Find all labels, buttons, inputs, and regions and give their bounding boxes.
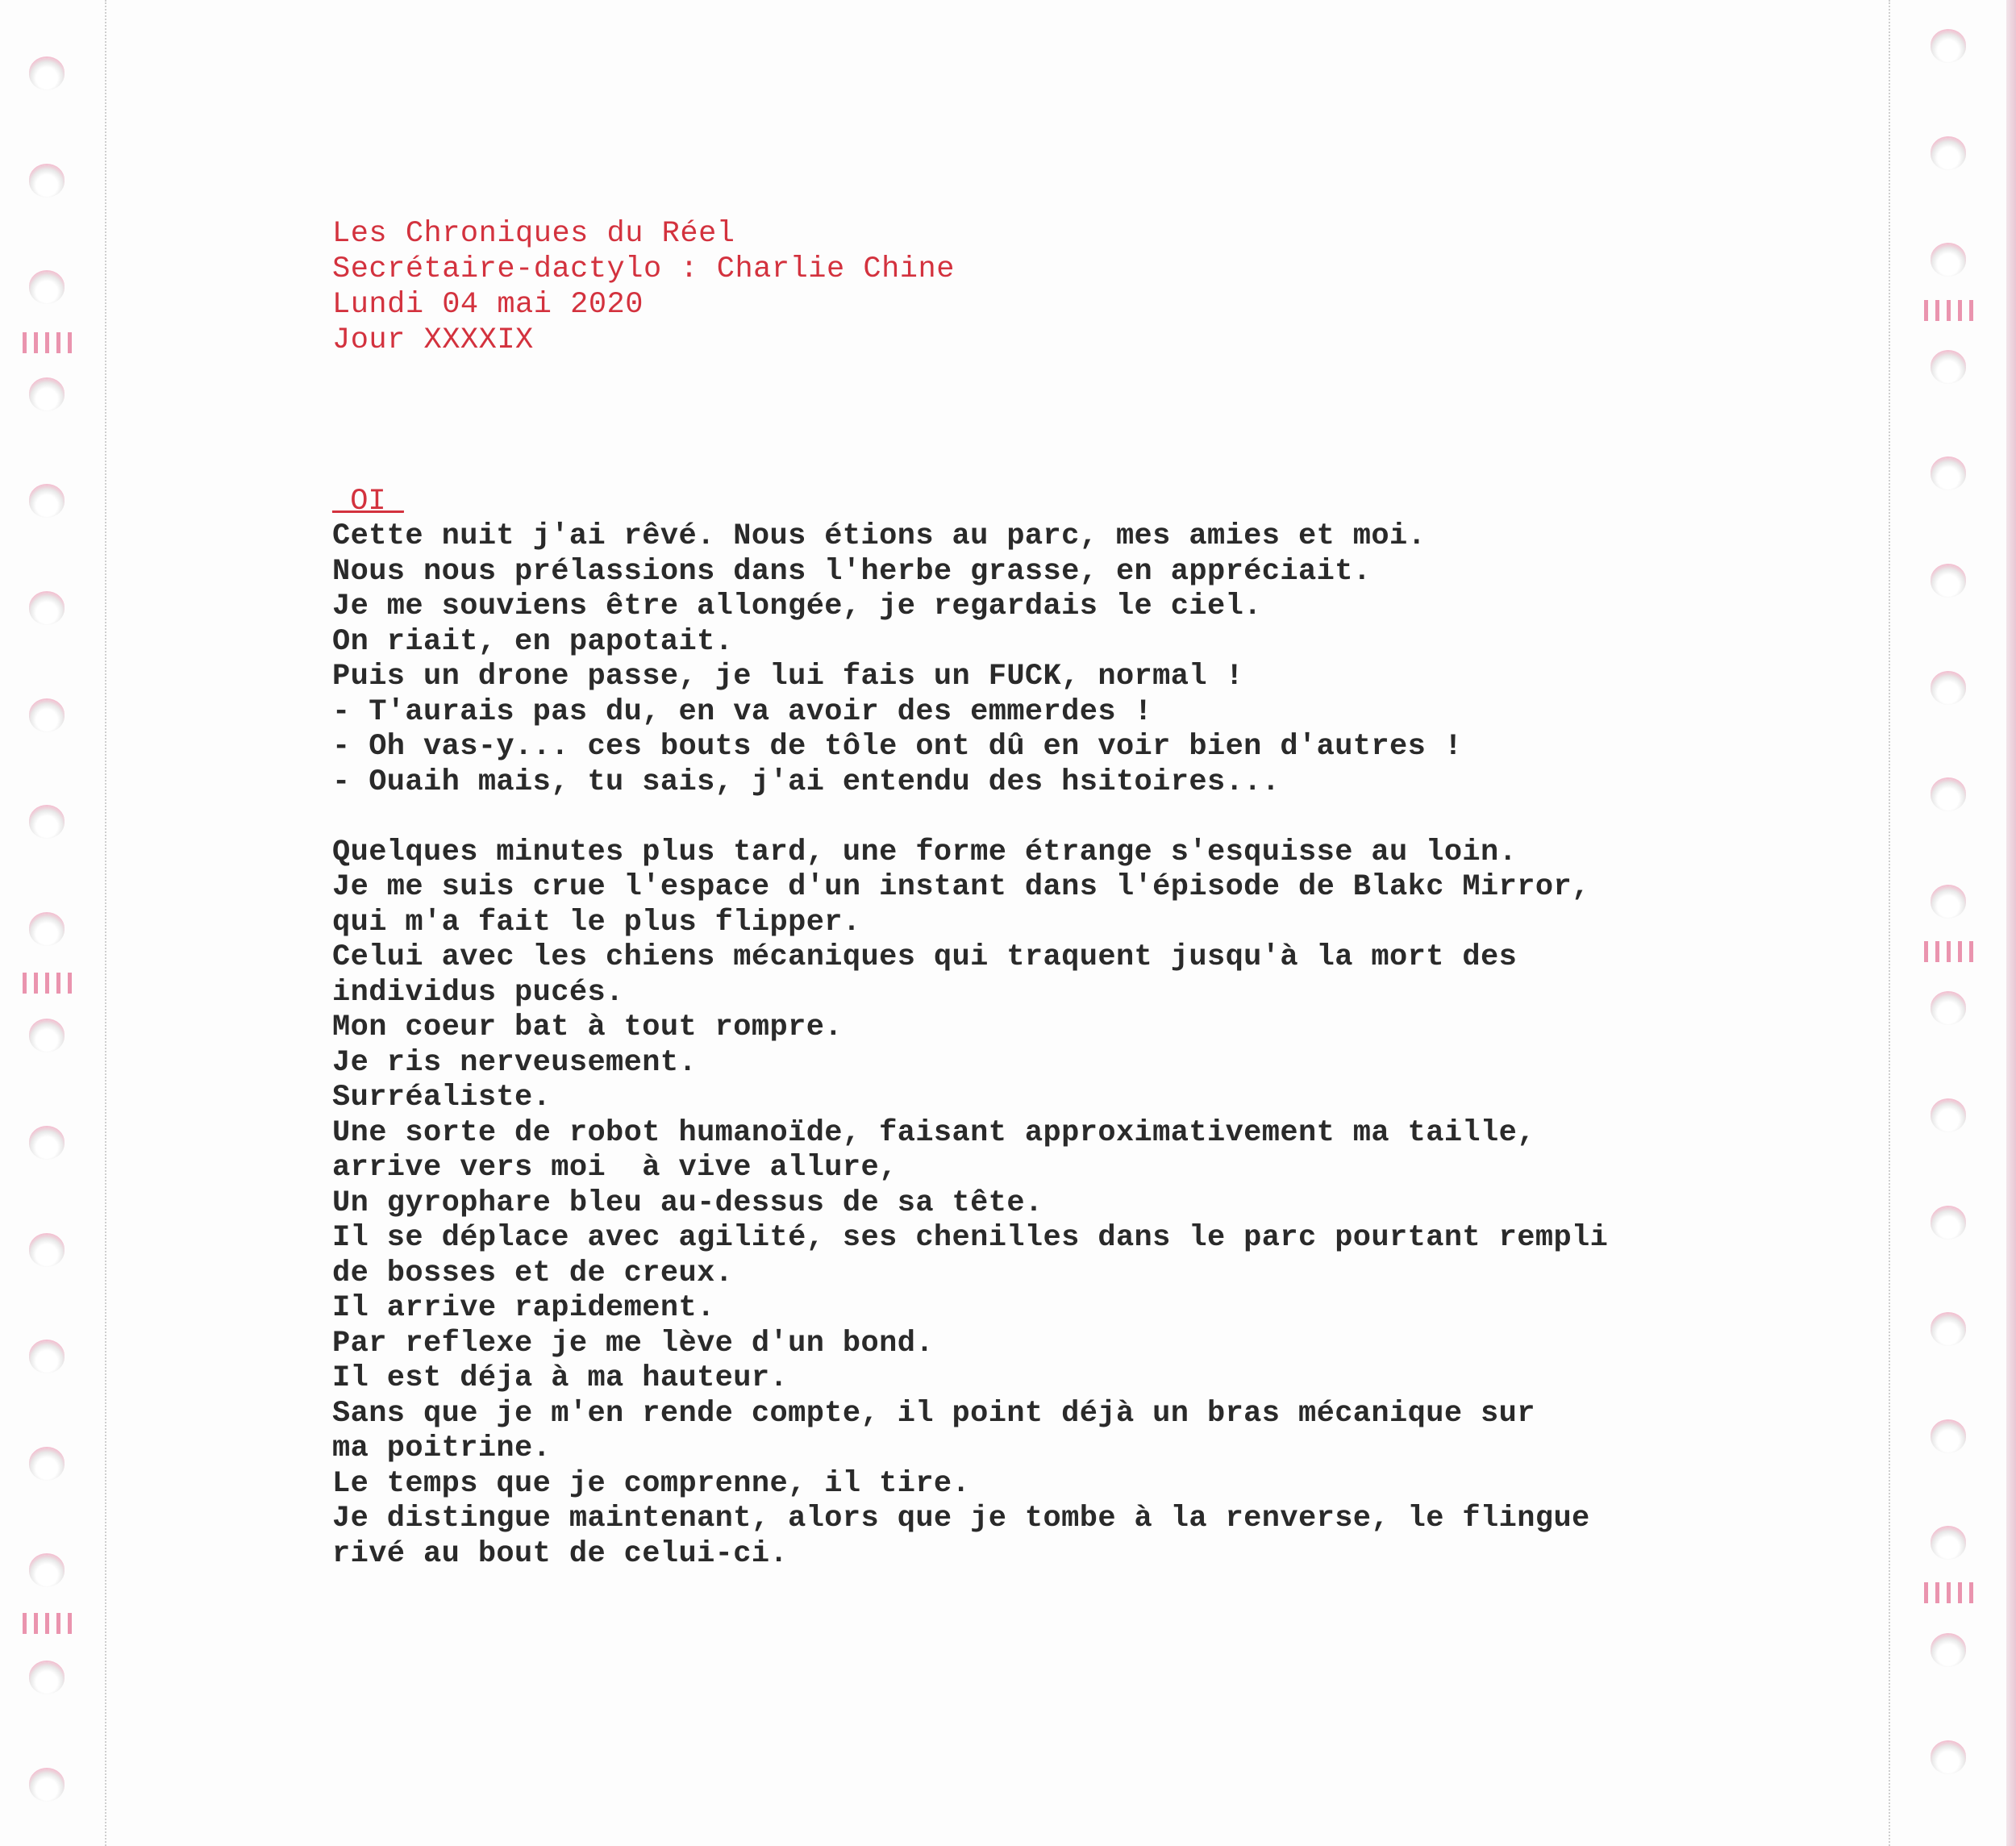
text-line: Quelques minutes plus tard, une forme étrange s'esquisse au loin. [332, 835, 1518, 869]
text-line: Par reflexe je me lève d'un bond. [332, 1326, 934, 1361]
text-line: Cette nuit j'ai rêvé. Nous étions au parc, mes amies et moi. [332, 519, 1427, 553]
tractor-hole [29, 165, 65, 198]
day-number: Jour XXXXIX [332, 323, 534, 357]
tractor-hole [1931, 1100, 1966, 1132]
text-line: Mon coeur bat à tout rompre. [332, 1011, 843, 1044]
text-line: - T'aurais pas du, en va avoir des emmerdes ! [332, 694, 1153, 729]
tractor-hole [1931, 673, 1966, 705]
tractor-hole [29, 806, 65, 839]
document-content [332, 216, 1905, 1572]
tractor-hole [29, 914, 65, 946]
tractor-hole [1931, 352, 1966, 384]
tractor-hole [1931, 244, 1966, 277]
section-number: _OI_ [332, 485, 404, 519]
tractor-hole [29, 1448, 65, 1481]
text-line: Je me suis crue l'espace d'un instant dans l'épisode de Blakc Mirror, [332, 870, 1590, 904]
text-line: - Ouaih mais, tu sais, j'ai entendu des hsitoires... [332, 765, 1281, 799]
document-header [332, 216, 1905, 358]
text-line: individus pucés. [332, 975, 624, 1010]
text-line: ma poitrine. [332, 1431, 552, 1465]
left-perforation-line [105, 0, 106, 1846]
text-line: Je me souviens être allongée, je regardais le ciel. [332, 590, 1262, 623]
paper-edge [2006, 0, 2016, 1846]
paragraph-2 [332, 835, 1905, 1573]
tractor-hole [1931, 779, 1966, 811]
body-text [332, 519, 1905, 1572]
paragraph-1 [332, 519, 1905, 800]
tractor-hole [29, 1662, 65, 1694]
tractor-hole [1931, 1421, 1966, 1453]
text-line: Une sorte de robot humanoïde, faisant approximativement ma taille, [332, 1115, 1535, 1150]
text-line: On riait, en papotait. [332, 624, 734, 659]
text-line: - Oh vas-y... ces bouts de tôle ont dû en voir bien d'autres ! [332, 730, 1463, 764]
tractor-hole [1931, 1742, 1966, 1774]
tractor-hole [29, 1127, 65, 1160]
text-line: Il est déja à ma hauteur. [332, 1361, 789, 1395]
right-tractor-holes [1931, 0, 1971, 1846]
tractor-hole [1931, 993, 1966, 1025]
perforation-tick-mark [23, 1613, 73, 1634]
perforation-tick-mark [23, 973, 73, 994]
perforation-tick-mark [1924, 941, 1974, 962]
tractor-hole [29, 1020, 65, 1052]
text-line: Je ris nerveusement. [332, 1045, 698, 1080]
text-line: Le temps que je comprenne, il tire. [332, 1466, 971, 1501]
tractor-hole [29, 272, 65, 304]
perforation-tick-mark [1924, 1582, 1974, 1603]
tractor-hole [1931, 458, 1966, 490]
tractor-hole [1931, 138, 1966, 170]
perforation-tick-mark [23, 332, 73, 353]
text-line: de bosses et de creux. [332, 1256, 734, 1290]
tractor-hole [1931, 31, 1966, 63]
tractor-hole [29, 58, 65, 90]
text-line: Il se déplace avec agilité, ses chenilles dans le parc pourtant rempli [332, 1221, 1609, 1255]
tractor-hole [1931, 1527, 1966, 1560]
left-tractor-holes [29, 0, 69, 1846]
text-line: rivé au bout de celui-ci. [332, 1536, 789, 1571]
paragraph-gap [332, 800, 1905, 835]
tractor-hole [29, 379, 65, 411]
tractor-hole [29, 593, 65, 625]
tractor-hole [1931, 1207, 1966, 1240]
secretary-line: Secrétaire-dactylo : Charlie Chine [332, 252, 955, 286]
text-line: arrive vers moi à vive allure, [332, 1151, 898, 1185]
tractor-hole [29, 1235, 65, 1267]
tractor-hole [29, 700, 65, 732]
perforation-tick-mark [1924, 300, 1974, 321]
tractor-hole [29, 1555, 65, 1587]
date-line: Lundi 04 mai 2020 [332, 288, 644, 322]
tractor-hole [1931, 886, 1966, 919]
text-line: Je distingue maintenant, alors que je tombe à la renverse, le flingue [332, 1502, 1590, 1536]
tractor-hole [1931, 565, 1966, 598]
tractor-hole [29, 485, 65, 518]
text-line: Nous nous prélassions dans l'herbe grasse, en appréciait. [332, 554, 1372, 589]
text-line: Surréaliste. [332, 1081, 552, 1115]
text-line: Il arrive rapidement. [332, 1291, 715, 1325]
tractor-hole [1931, 1635, 1966, 1667]
tractor-hole [29, 1341, 65, 1373]
text-line: Puis un drone passe, je lui fais un FUCK, normal ! [332, 660, 1244, 694]
text-line: Un gyrophare bleu au-dessus de sa tête. [332, 1186, 1043, 1220]
text-line: Sans que je m'en rende compte, il point déjà un bras mécanique sur [332, 1396, 1535, 1431]
text-line: Celui avec les chiens mécaniques qui traquent jusqu'à la mort des [332, 940, 1518, 974]
tractor-hole [29, 1769, 65, 1802]
tractor-hole [1931, 1314, 1966, 1346]
text-line: qui m'a fait le plus flipper. [332, 905, 861, 940]
chronicle-title: Les Chroniques du Réel [332, 217, 735, 251]
